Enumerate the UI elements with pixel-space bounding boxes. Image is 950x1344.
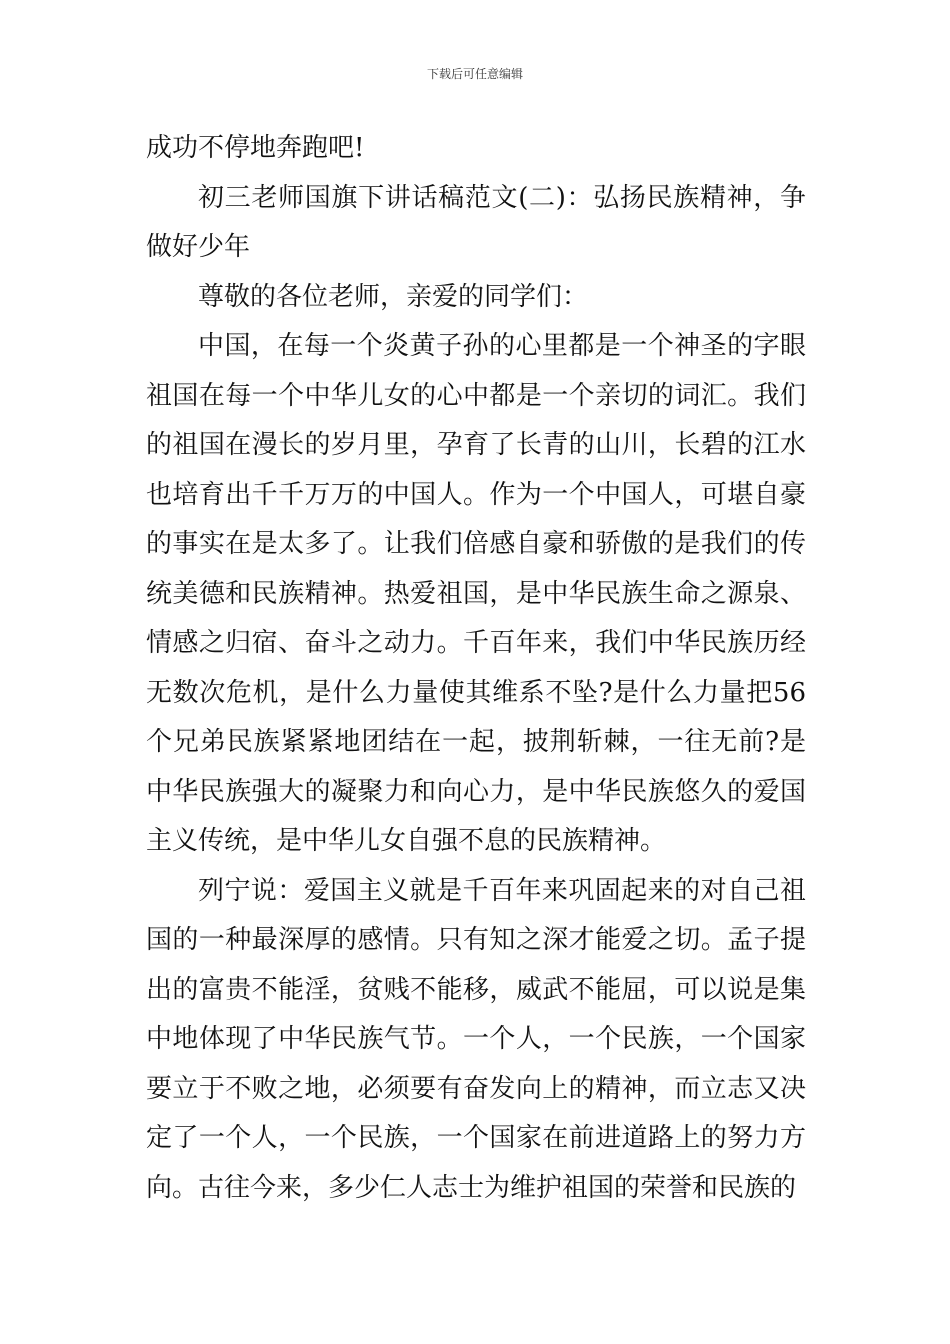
body-paragraph: 列宁说：爱国主义就是千百年来巩固起来的对自己祖国的一种最深厚的感情。只有知之深才能爱之切。孟子提出的富贵不能淫，贫贱不能移，威武不能屈，可以说是集中地体现了中华民族气节。一个人，一个民族，一个国家要立于不败之地，必须要有奋发向上的精神，而立志又决定了一个人，一个民族，一个国家在前进道路上的努力方向。古往今来，多少仁人志士为维护祖国的荣誉和民族的 — [146, 875, 806, 1203]
section-title: 初三老师国旗下讲话稿范文(二)：弘扬民族精神，争做好少年 — [146, 182, 806, 262]
page-header-note: 下载后可任意编辑 — [426, 67, 523, 81]
document-body — [146, 124, 806, 1213]
paragraph-continuation: 成功不停地奔跑吧! — [146, 133, 365, 163]
salutation: 尊敬的各位老师，亲爱的同学们： — [198, 281, 589, 312]
body-paragraph: 中国，在每一个炎黄子孙的心里都是一个神圣的字眼祖国在每一个中华儿女的心中都是一个亲切的词汇。我们的祖国在漫长的岁月里，孕育了长青的山川，长碧的江水也培育出千千万万的中国人。作为一个中国人，可堪自豪的事实在是太多了。让我们倍感自豪和骄傲的是我们的传统美德和民族精神。热爱祖国，是中华民族生命之源泉、情感之归宿、奋斗之动力。千百年来，我们中华民族历经无数次危机，是什么力量使其维系不坠?是什么力量把56个兄弟民族紧紧地团结在一起，披荆斩棘，一往无前?是中华民族强大的凝聚力和向心力，是中华民族悠久的爱国主义传统，是中华儿女自强不息的民族精神。 — [146, 331, 806, 856]
